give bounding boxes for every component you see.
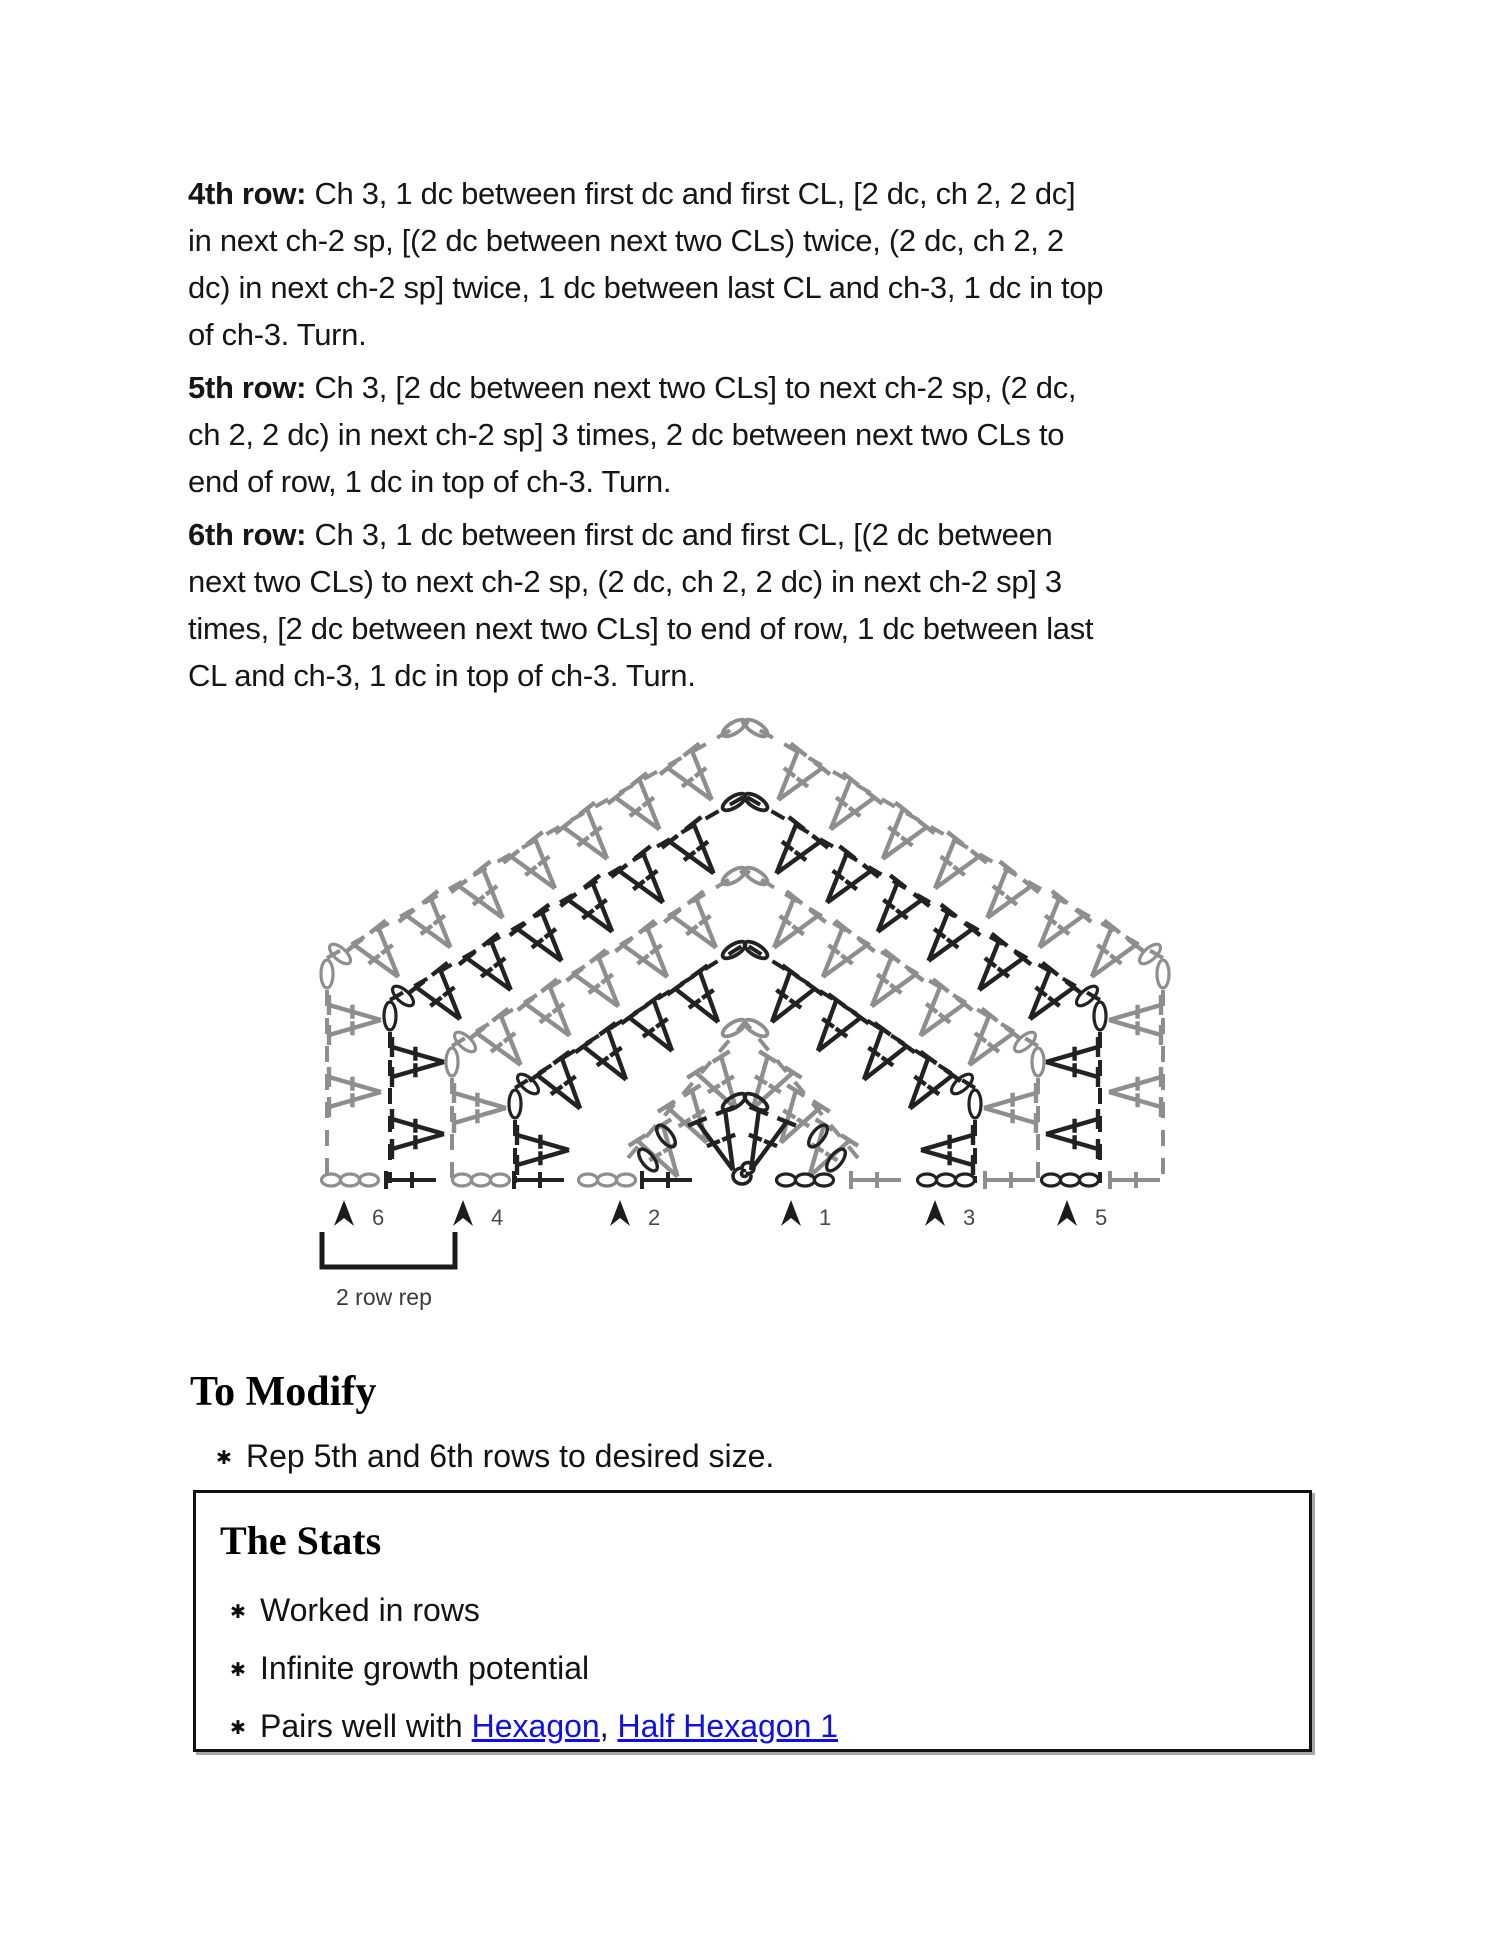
flower-bullet-icon: ✱ xyxy=(230,1660,246,1681)
chain-oval xyxy=(1042,1174,1061,1186)
chain-oval xyxy=(742,716,770,739)
chain-oval xyxy=(1094,1002,1106,1030)
instruction-line: end of row, 1 dc in top of ch-3. Turn. xyxy=(188,464,672,499)
row-instruction xyxy=(188,364,1093,505)
dc-pair-stitch xyxy=(459,934,530,1006)
stats-list xyxy=(230,1584,1309,1758)
dc-pair-stitch xyxy=(469,1009,540,1081)
instruction-line: next two CLs) to next ch-2 sp, (2 dc, ch 2, 2 dc) in next ch-2 sp] 3 xyxy=(188,564,1062,599)
dc-pair-stitch xyxy=(555,802,626,874)
dc-pair-stitch xyxy=(660,743,731,815)
flower-bullet-icon: ✱ xyxy=(216,1448,232,1469)
chain-oval xyxy=(956,1174,975,1186)
dc-pair-stitch xyxy=(915,832,986,904)
chain-oval xyxy=(360,1174,379,1186)
dc-pair-stitch xyxy=(984,1083,1036,1133)
row-start-arrow-icon xyxy=(610,1200,630,1226)
pattern-link[interactable]: Hexagon xyxy=(471,1708,600,1744)
chain-oval xyxy=(617,1174,636,1186)
flower-bullet-icon: ✱ xyxy=(230,1602,246,1623)
dc-pair-stitch xyxy=(392,1109,444,1159)
chain-oval xyxy=(742,864,770,887)
dc-pair-stitch xyxy=(1109,995,1161,1045)
dc-pair-stitch xyxy=(329,995,381,1045)
row-number-label: 1 xyxy=(819,1205,832,1230)
dc-pair-stitch xyxy=(1046,1037,1098,1087)
chain-oval xyxy=(742,1016,770,1039)
repeat-bracket xyxy=(322,1232,455,1267)
dc-pair-stitch xyxy=(392,1037,444,1087)
repeat-bracket-label: 2 row rep xyxy=(336,1284,432,1310)
chain-oval xyxy=(472,1174,491,1186)
row-number-label: 6 xyxy=(372,1205,385,1230)
chain-oval xyxy=(598,1174,617,1186)
chain-oval xyxy=(321,960,333,988)
instruction-line: 4th row: Ch 3, 1 dc between first dc and first CL, [2 dc, ch 2, 2 dc] xyxy=(188,176,1076,211)
dc-pair-stitch xyxy=(615,921,686,993)
chain-oval xyxy=(796,1174,815,1186)
dc-pair-stitch xyxy=(567,950,638,1022)
dc-pair-stitch xyxy=(517,1125,569,1175)
instruction-line: 6th row: Ch 3, 1 dc between first dc and first CL, [(2 dc between xyxy=(188,517,1053,552)
dc-pair-stitch xyxy=(909,904,980,976)
row-number-label: 5 xyxy=(1095,1205,1108,1230)
stats-bullet-item xyxy=(230,1642,1309,1700)
dc-pair-stitch xyxy=(518,979,589,1051)
dc-pair-stitch xyxy=(1020,891,1091,963)
chain-oval xyxy=(322,1174,341,1186)
instruction-line: CL and ch-3, 1 dc in top of ch-3. Turn. xyxy=(188,658,696,693)
chain-oval xyxy=(509,1090,521,1118)
chain-oval xyxy=(1157,960,1169,988)
chain-oval xyxy=(937,1174,956,1186)
dc-pair-stitch xyxy=(759,743,830,815)
chain-oval xyxy=(579,1174,598,1186)
instruction-line: times, [2 dc between next two CLs] to end of row, 1 dc between last xyxy=(188,611,1094,646)
row-number-label: 3 xyxy=(963,1205,976,1230)
dc-pair-stitch xyxy=(451,861,522,933)
stats-bullet-text: , xyxy=(599,1708,618,1744)
stats-bullet-item xyxy=(230,1700,1309,1758)
dc-pair-stitch xyxy=(890,1052,961,1123)
dc-pair-stitch xyxy=(863,802,934,874)
dc-pair-stitch xyxy=(399,891,470,963)
instruction-line: dc) in next ch-2 sp] twice, 1 dc between last CL and ch-3, 1 dc in top xyxy=(188,270,1104,305)
pattern-link[interactable]: Half Hexagon 1 xyxy=(617,1708,839,1744)
chain-oval xyxy=(446,1048,458,1076)
stats-bullet-text: Worked in rows xyxy=(260,1592,480,1628)
chain-oval xyxy=(1032,1048,1044,1076)
dc-pair-stitch xyxy=(858,875,929,947)
instruction-line: in next ch-2 sp, [(2 dc between next two CLs) twice, (2 dc, ch 2, 2 xyxy=(188,223,1064,258)
instruction-line: ch 2, 2 dc) in next ch-2 sp] 3 times, 2 dc between next two CLs to xyxy=(188,417,1065,452)
modify-bullet-item xyxy=(216,1438,774,1475)
dc-sideways-stitch xyxy=(851,1171,901,1189)
dc-pair-stitch xyxy=(454,1083,506,1133)
dc-sideways-stitch xyxy=(514,1171,564,1189)
flower-bullet-icon: ✱ xyxy=(230,1718,246,1739)
instruction-line: of ch-3. Turn. xyxy=(188,317,367,352)
dc-pair-stitch xyxy=(346,920,417,992)
row-start-arrow-icon xyxy=(1057,1200,1077,1226)
row-start-arrow-icon xyxy=(781,1200,801,1226)
dc-pair-stitch xyxy=(1010,963,1081,1035)
dc-sideways-stitch xyxy=(985,1171,1035,1189)
dc-sideways-stitch xyxy=(386,1171,436,1189)
chain-oval xyxy=(969,1090,981,1118)
dc-pair-stitch xyxy=(844,1023,915,1094)
chain-oval xyxy=(384,1002,396,1030)
row-instruction xyxy=(188,170,1104,358)
dc-pair-stitch xyxy=(1046,1109,1098,1159)
pattern-instructions xyxy=(188,170,1104,705)
dc-pair-stitch xyxy=(852,950,923,1022)
dc-pair-stitch xyxy=(503,832,574,904)
dc-pair-stitch xyxy=(811,773,882,845)
chain-oval xyxy=(341,1174,360,1186)
chain-oval xyxy=(918,1174,937,1186)
dc-pair-stitch xyxy=(901,979,972,1051)
dc-pair-stitch xyxy=(510,904,581,976)
row-number-label: 4 xyxy=(491,1205,504,1230)
row-start-arrow-icon xyxy=(925,1200,945,1226)
dc-pair-stitch xyxy=(807,846,878,918)
chain-oval xyxy=(815,1174,834,1186)
dc-pair-stitch xyxy=(1072,920,1143,992)
stats-bullet-item xyxy=(230,1584,1309,1642)
dc-pair-stitch xyxy=(798,994,869,1065)
dc-pair-stitch xyxy=(608,773,679,845)
row-start-arrow-icon xyxy=(453,1200,473,1226)
chain-oval xyxy=(1061,1174,1080,1186)
dc-pair-stitch xyxy=(960,934,1031,1006)
row-instruction xyxy=(188,511,1093,699)
dc-pair-stitch xyxy=(921,1125,973,1175)
dc-pair-stitch xyxy=(803,921,874,993)
stats-bullet-text: Infinite growth potential xyxy=(260,1650,590,1686)
stats-box xyxy=(193,1490,1312,1752)
chain-oval xyxy=(1080,1174,1099,1186)
chain-oval xyxy=(453,1174,472,1186)
stats-box-title: The Stats xyxy=(220,1518,382,1563)
dc-pair-stitch xyxy=(611,846,682,918)
dc-pair-stitch xyxy=(968,861,1039,933)
modify-bullet-text: Rep 5th and 6th rows to desired size. xyxy=(246,1438,775,1474)
row-number-label: 2 xyxy=(648,1205,661,1230)
dc-pair-stitch xyxy=(575,1023,646,1094)
dc-pair-stitch xyxy=(329,1067,381,1117)
dc-sideways-stitch xyxy=(1110,1171,1160,1189)
dc-pair-stitch xyxy=(621,994,692,1065)
dc-sideways-stitch xyxy=(642,1171,692,1189)
chain-oval xyxy=(491,1174,510,1186)
row-start-arrow-icon xyxy=(334,1200,354,1226)
dc-pair-stitch xyxy=(950,1009,1021,1081)
dc-pair-stitch xyxy=(529,1052,600,1123)
chain-oval xyxy=(635,1146,660,1174)
stats-bullet-text: Pairs well with xyxy=(260,1708,472,1744)
dc-pair-stitch xyxy=(1109,1067,1161,1117)
dc-pair-stitch xyxy=(788,1119,858,1190)
section-heading-to-modify: To Modify xyxy=(190,1369,377,1415)
instruction-line: 5th row: Ch 3, [2 dc between next two CLs] to next ch-2 sp, (2 dc, xyxy=(188,370,1077,405)
dc-pair-stitch xyxy=(408,963,479,1035)
crochet-chart-diagram xyxy=(280,680,1200,1350)
chain-oval xyxy=(777,1174,796,1186)
dc-pair-stitch xyxy=(560,875,631,947)
